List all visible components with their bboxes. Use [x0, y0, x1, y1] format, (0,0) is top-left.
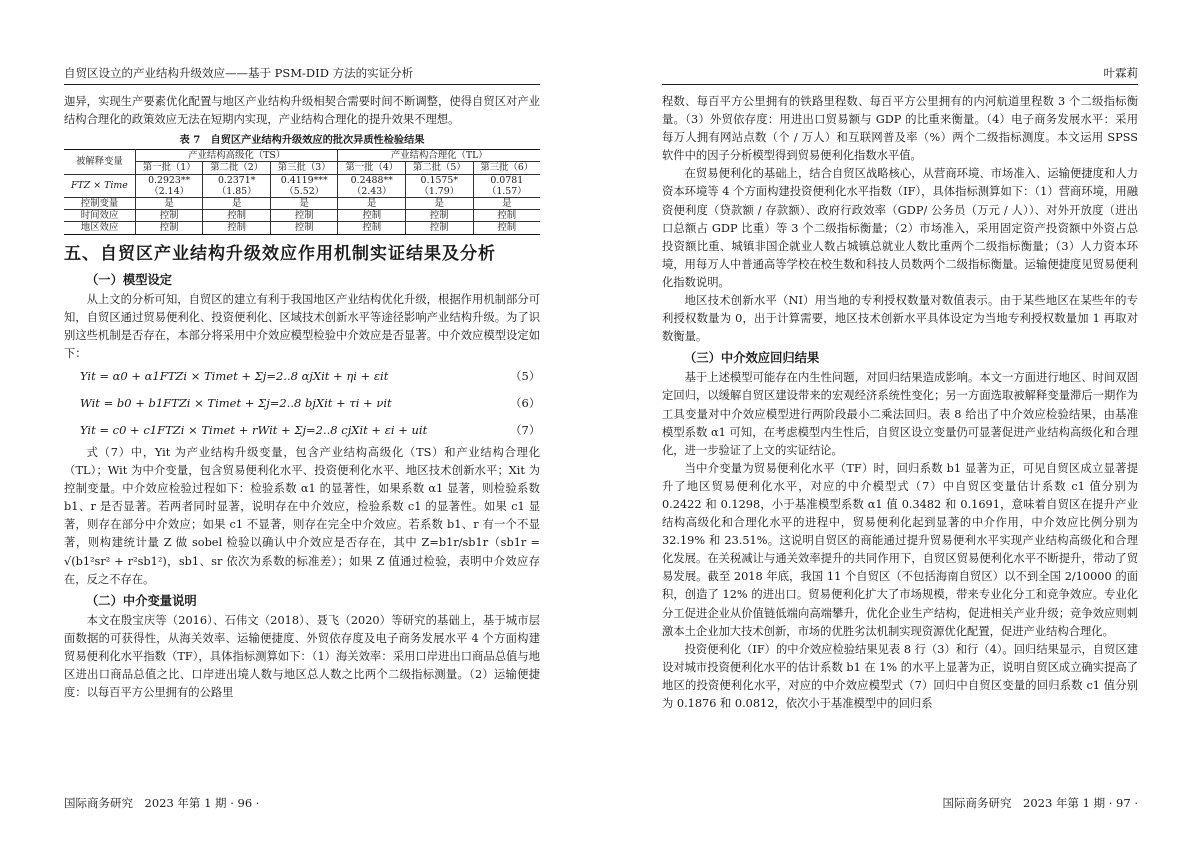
table7-cell: 是	[135, 198, 203, 210]
left-column	[64, 93, 540, 702]
coef: 0.1575*	[420, 174, 459, 186]
intro-paragraph: 迦异，实现生产要素优化配置与地区产业结构升级相契合需要时间不断调整，使得自贸区对产业结构合理化的政策效应无法在短期内实现，产业结构合理化的提升效果不理想。	[64, 95, 540, 127]
equation-6	[64, 390, 540, 417]
table7-cell: 控制	[203, 222, 271, 234]
right-page	[600, 0, 1200, 843]
explain-paragraph: 式（7）中，Yit 为产业结构升级变量，包含产业结构高级化（TS）和产业结构合理化（TL）；Wit 为中介变量，包含贸易便利化水平、投资便利化水平、地区技术创新水平；Xit 为控制变量。中介效应检验过程如下：检验系数 α1 的显著性，如果系数 α1 显著，则检验系数 b1、r 是否显著。若两者同时显著，说明存在中介效应，检验系数 c1 的显著性。如果 c1 显著，则存在部分中介效应；如果 c1 不显著，则存在完全中介效应。若系数 b1、r 有一个不显著，则构建统计量 Z 做 sobel 检验以确认中介效应是否存在，其中 Z=b1r/sb1r（sb1r = √(b1²sr² + r²sb1²)，sb1、sr 依次为系数的标准差）；如果 Z 值通过检验，表明中介效应存在，反之不存在。	[64, 445, 540, 586]
equation-5-body: Yit = α0 + α1FTZi × Timet + Σj=2..8 αjXit + ηi + εit	[80, 369, 389, 384]
tstat: （1.79）	[419, 185, 460, 197]
table7-col-3: 第三批（3）	[270, 162, 338, 174]
variable-paragraph: 本文在殷宝庆等（2016）、石伟文（2018）、聂飞（2020）等研究的基础上，基于城市层面数据的可获得性，从海关效率、运输便捷度、外贸依存度及电子商务发展水平 4 个方面构建贸易便利化水平指数（TF），具体指标测算如下：（1）海关效率：采用口岸进出口商品总值与地区进出口商品总值之比、口岸进出境人数与地区总人数之比两个二级指标测量。（2）运输便捷度：以每百平方公里拥有的公路里	[64, 613, 540, 700]
subsection2-title: （二）中介变量说明	[86, 592, 197, 608]
table7-cell: 控制	[338, 210, 406, 222]
table7-cell: 是	[338, 198, 406, 210]
subsection1-title: （一）模型设定	[86, 271, 173, 287]
table7-cell: 控制	[203, 210, 271, 222]
equation-6-body: Wit = b0 + b1FTZi × Timet + Σj=2..8 bjXit + τi + νit	[80, 396, 392, 411]
tstat: （2.14）	[149, 185, 189, 197]
table7-cell: 是	[473, 198, 540, 210]
equation-5-number: （5）	[510, 369, 541, 384]
table7-cell: 控制	[406, 210, 474, 222]
table7-group-ts: 产业结构高级化（TS）	[135, 150, 338, 162]
table7-row-label: 控制变量	[64, 198, 135, 210]
equation-7-number: （7）	[510, 423, 541, 438]
running-header-author: 叶霖莉	[1103, 66, 1138, 80]
table7-row-label: 时间效应	[64, 210, 135, 222]
section5-title: 五、自贸区产业结构升级效应作用机制实证结果及分析	[64, 243, 496, 264]
table7-cell: 控制	[270, 222, 338, 234]
table7-col-2: 第二批（2）	[203, 162, 271, 174]
tstat: （1.57）	[486, 185, 527, 197]
table7	[64, 149, 540, 234]
table7-col-5: 第二批（5）	[406, 162, 474, 174]
table7-cell: 是	[203, 198, 271, 210]
equation-7-body: Yit = c0 + c1FTZi × Timet + rWit + Σj=2..8 cjXit + εi + uit	[80, 423, 428, 438]
header-rule	[64, 84, 540, 85]
coef: 0.2488**	[350, 174, 393, 186]
table7-caption: 表 7 自贸区产业结构升级效应的批次异质性检验结果	[179, 134, 425, 147]
table7-col-6: 第三批（6）	[473, 162, 540, 174]
table7-cell: 控制	[473, 210, 540, 222]
table7-cell	[270, 174, 338, 197]
subsection3-title: （三）中介效应回归结果	[684, 350, 820, 366]
equation-7	[64, 417, 540, 444]
equation-6-number: （6）	[510, 396, 541, 411]
table7-row-label: 地区效应	[64, 222, 135, 234]
table7-cell: 控制	[270, 210, 338, 222]
coef: 0.0781	[490, 174, 524, 186]
tstat: （5.52）	[284, 185, 325, 197]
right-footer: 国际商务研究 2023 年第 1 期 · 97 ·	[942, 796, 1138, 810]
table7-cell: 是	[406, 198, 474, 210]
table7-col-1: 第一批（1）	[135, 162, 203, 174]
tstat: （2.43）	[351, 185, 392, 197]
paragraph-4: 基于上述模型可能存在内生性问题，对回归结果造成影响。本文一方面进行地区、时间双固定回归，以缓解自贸区建设带来的宏观经济系统性变化；另一方面选取被解释变量滞后一期作为工具变量对中介效应模型进行两阶段最小二乘法回归。表 8 给出了中介效应检验结果，由基准模型系数 α1 可知，在考虑模型内生性后，自贸区设立变量仍可显著促进产业结构高级化和合理化，进一步验证了上文的实证结论。	[662, 371, 1138, 457]
table7-cell: 控制	[135, 210, 203, 222]
table7-cell: 控制	[338, 222, 406, 234]
table7-cell: 是	[270, 198, 338, 210]
table7-cell: 控制	[473, 222, 540, 234]
coef: 0.2371*	[217, 174, 256, 186]
table7-cell	[203, 174, 271, 197]
model-paragraph: 从上文的分析可知，自贸区的建立有利于我国地区产业结构优化升级，根据作用机制部分可知，自贸区通过贸易便利化、投资便利化、区域技术创新水平等途径影响产业结构升级。为了识别这些机制是否存在，本部分将采用中介效应模型检验中介效应是否显著。中介效应模型设定如下：	[64, 292, 540, 360]
paragraph-5: 当中介变量为贸易便利化水平（TF）时，回归系数 b1 显著为正，可见自贸区成立显著提升了地区贸易便利化水平，对应的中介模型式（7）中自贸区变量估计系数 c1 值分别为 0.2422 和 0.1298，小于基准模型系数 α1 值 0.3482 和 0.1691，意味着自贸区在提升产业结构高级化和合理化水平的进程中，贸易便利化起到显著的中介作用，中介效应比例分别为 32.19% 和 23.51%。这说明自贸区的商能通过提升贸易便利水平实现产业结构高级化和合理化发展。在关税减让与通关效率提升的共同作用下，自贸区贸易便利化水平不断提升，带动了贸易发展。截至 2018 年底，我国 11 个自贸区（不包括海南自贸区）以不到全国 2/10000 的面积，创造了 12% 的进出口。贸易便利化扩大了市场规模，带来专业化分工和竞争效应。专业化分工促进企业从价值链低端向高端攀升，优化企业生产结构，促进相关产业升级；竞争效应则刺激本土企业加大技术创新，市场的优胜劣汰机制实现资源优化配置，促进产业结构合理化。	[662, 461, 1138, 638]
coef: 0.4119***	[280, 174, 328, 186]
paragraph-3: 地区技术创新水平（NI）用当地的专利授权数量对数值表示。由于某些地区在某些年的专利授权数量为 0，出于计算需要，地区技术创新水平具体设定为当地专利授权数量加 1 再取对数衡量。	[662, 294, 1138, 344]
table7-group-tl: 产业结构合理化（TL）	[338, 150, 540, 162]
table7-rowhead: 被解释变量	[64, 150, 135, 174]
paragraph-6: 投资便利化（IF）的中介效应检验结果见表 8 行（3）和行（4）。回归结果显示，自贸区建设对城市投资便利化水平的估计系数 b1 在 1% 的水平上显著为正，说明自贸区成立确实提高了地区的投资便利化水平，对应的中介效应模型式（7）回归中自贸区变量的回归系数 c1 值分别为 0.1876 和 0.0812，依次小于基准模型中的回归系	[662, 642, 1138, 710]
table7-ftz-label: FTZ × Time	[64, 174, 135, 197]
table7-cell: 控制	[406, 222, 474, 234]
paragraph-2: 在贸易便利化的基础上，结合自贸区战略核心，从营商环境、市场准入、运输便捷度和人力资本环境等 4 个方面构建投资便利化水平指数（IF），具体指标测算如下：（1）营商环境，用融资便利度（贷款额 / 存款额）、政府行政效率（GDP/ 公务员（万元 / 人））、对外开放度（进出口总额占 GDP 比重）等 3 个二级指标衡量；（2）市场准入，采用固定资产投资额中外资占总投资额比重、城镇非国企就业人数占城镇总就业人数比重两个二级指标衡量；（3）人力资本环境，用每万人中普通高等学校在校生数和科技人员数两个二级指标衡量。运输便捷度见贸易便利化指数说明。	[662, 167, 1138, 289]
paragraph-1: 程数、每百平方公里拥有的铁路里程数、每百平方公里拥有的内河航道里程数 3 个二级指标衡量。（3）外贸依存度：用进出口贸易额与 GDP 的比重来衡量。（4）电子商务发展水平：采用每万人拥有网站点数（个 / 万人）和互联网普及率（%）两个二级指标测度。本文运用 SPSS 软件中的因子分析模型得到贸易便利化指数水平值。	[662, 95, 1138, 163]
tstat: （1.85）	[216, 185, 257, 197]
table7-cell	[406, 174, 474, 197]
left-footer: 国际商务研究 2023 年第 1 期 · 96 ·	[64, 796, 260, 810]
table7-cell	[338, 174, 406, 197]
table7-cell: 控制	[135, 222, 203, 234]
running-header-title: 自贸区设立的产业结构升级效应——基于 PSM-DID 方法的实证分析	[64, 66, 414, 80]
table7-cell	[135, 174, 203, 197]
coef: 0.2923**	[148, 174, 191, 186]
header-rule	[662, 84, 1138, 85]
table7-col-4: 第一批（4）	[338, 162, 406, 174]
right-column	[662, 93, 1138, 713]
table7-cell	[473, 174, 540, 197]
equation-5	[64, 363, 540, 390]
